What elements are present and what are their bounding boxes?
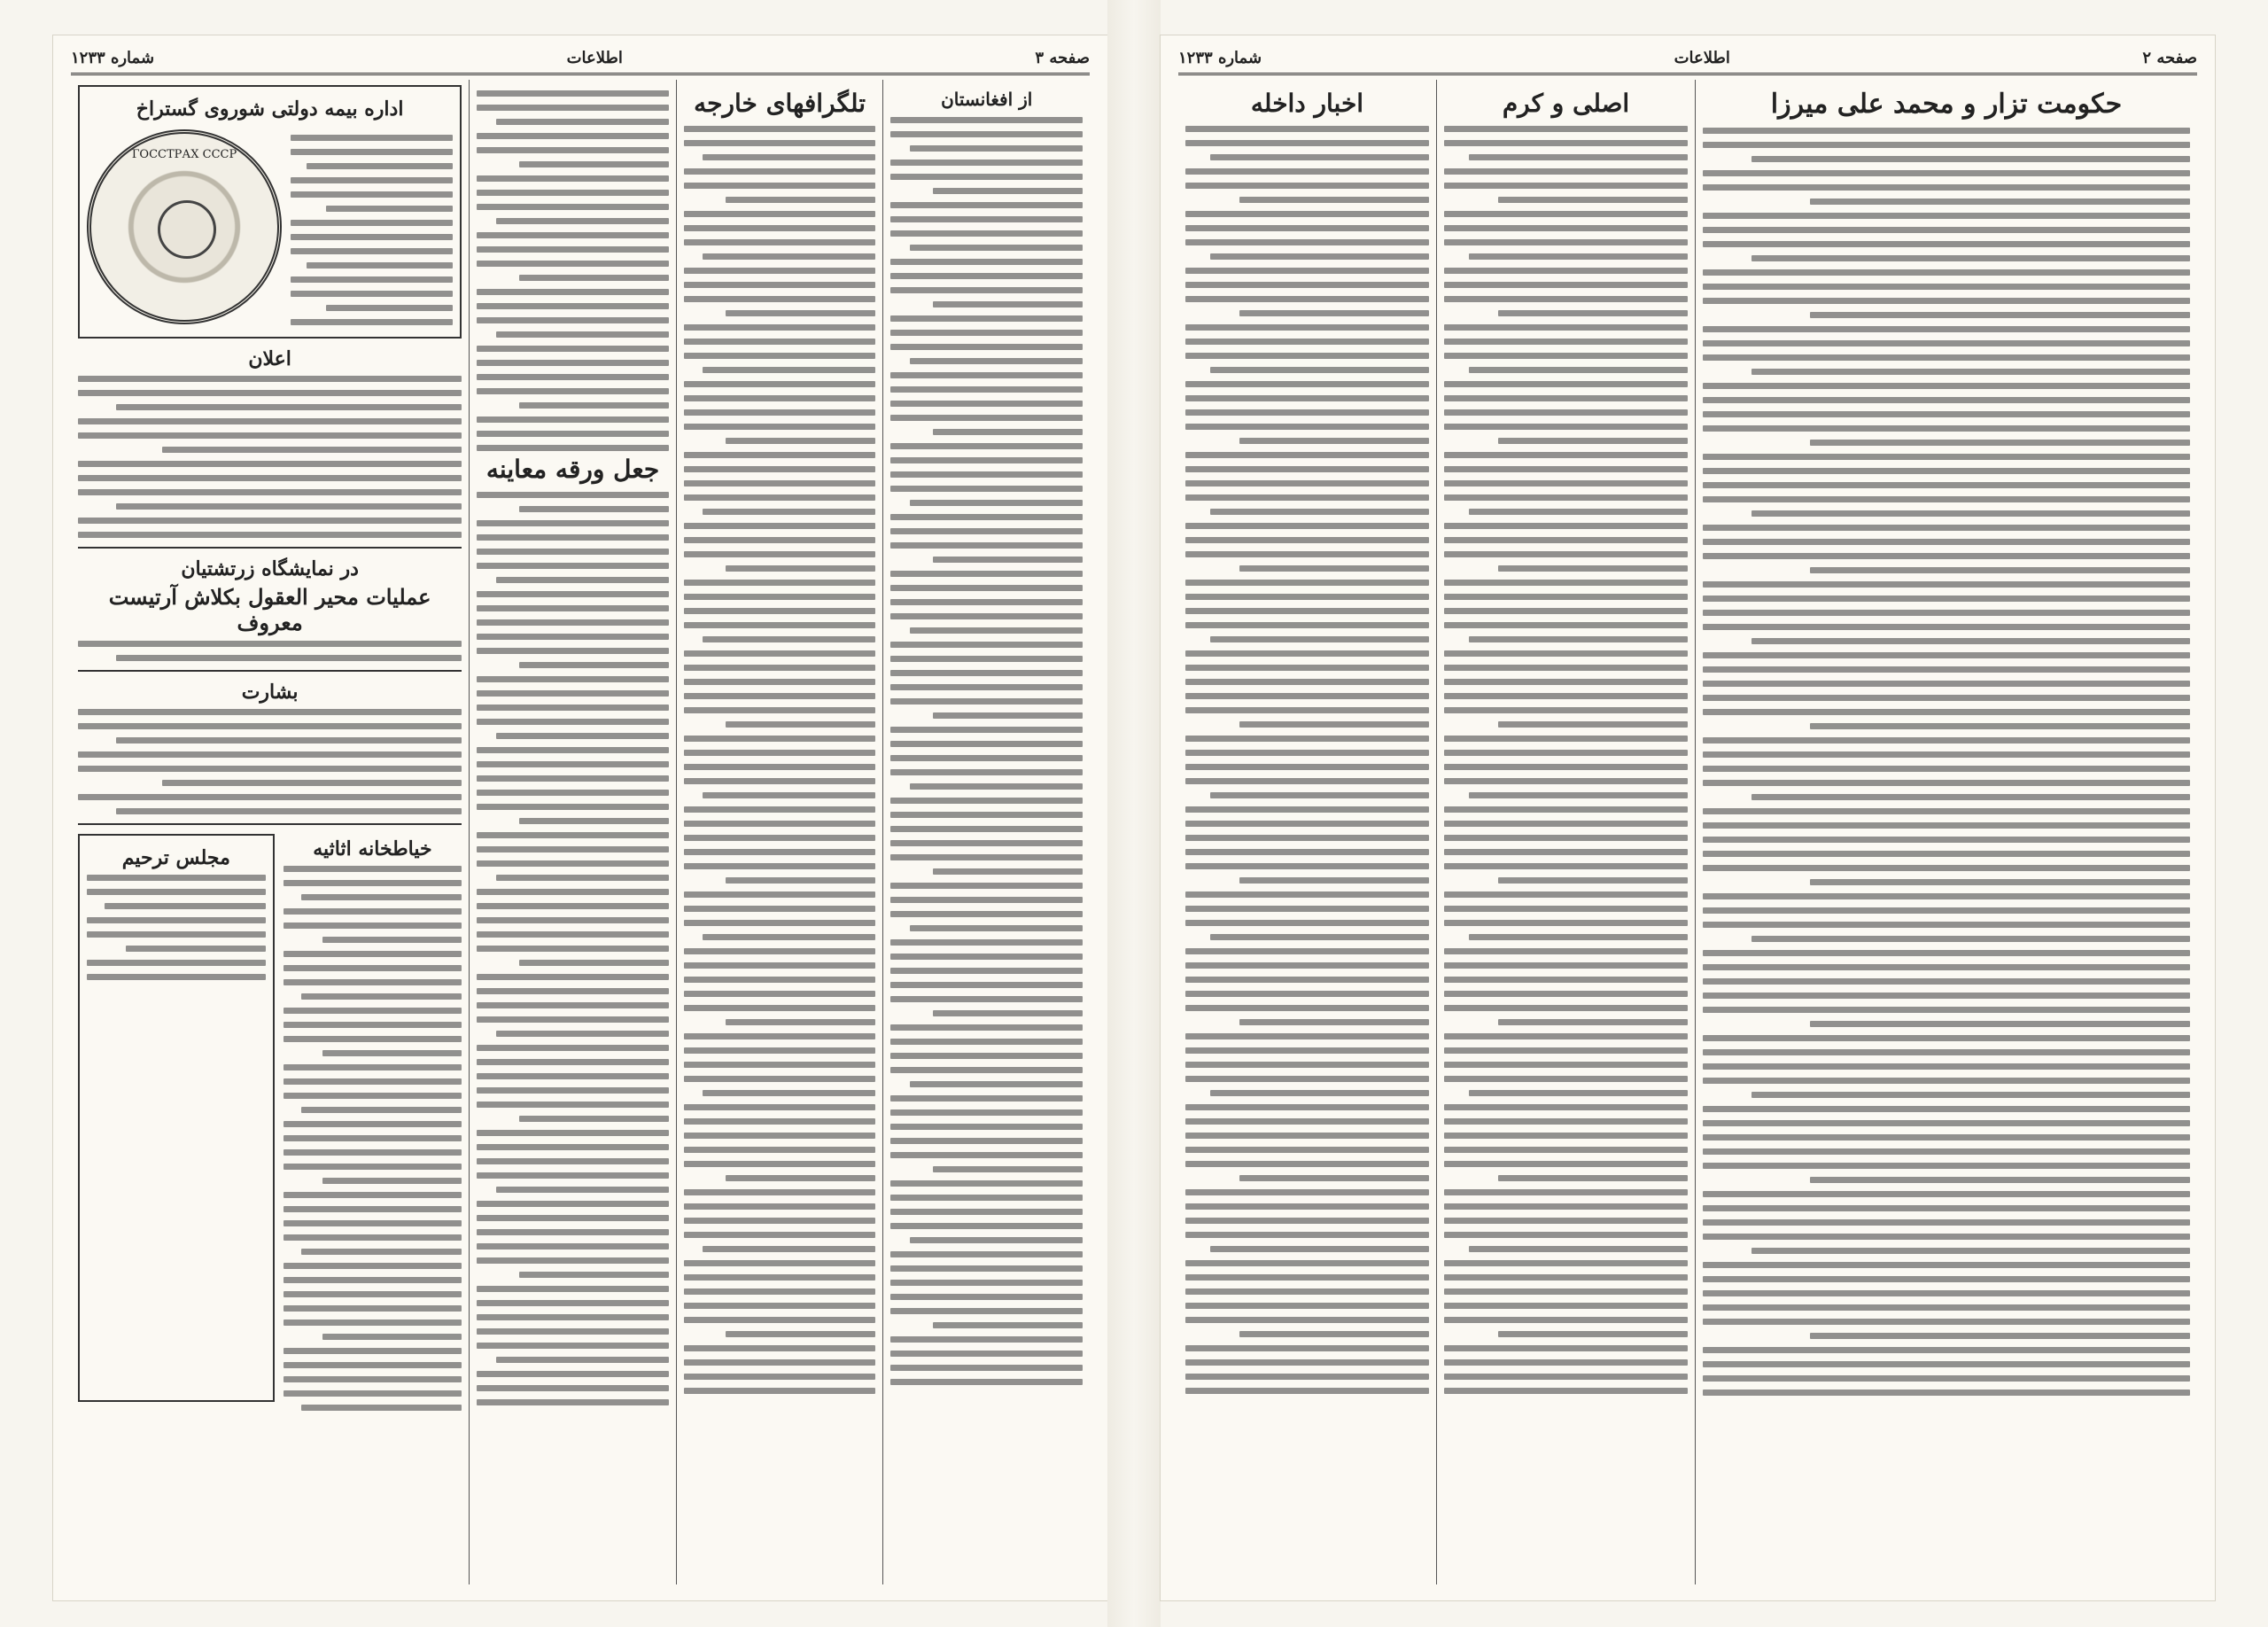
seal-label: ГОССТРАХ СССР xyxy=(131,148,237,161)
notice-title: اعلان xyxy=(248,347,291,370)
left-page-columns xyxy=(71,80,1090,1584)
assembly-title: مجلس ترحیم xyxy=(121,846,230,869)
foreign-telegrams-headline: تلگرافهای خارجه xyxy=(694,89,866,118)
domestic-news-headline: اخبار داخله xyxy=(1250,89,1364,118)
binding-gutter xyxy=(1107,0,1161,1627)
column-origin xyxy=(1436,80,1695,1584)
assembly-ad xyxy=(78,834,275,1402)
forgery-text-block xyxy=(477,492,669,1405)
tailor-ad xyxy=(284,834,462,1411)
forgery-headline: جعل ورقه معاینه xyxy=(485,455,660,484)
main-story-text xyxy=(1703,128,2190,1396)
exhibit-title: در نمایشگاه زرتشتیان xyxy=(181,557,359,580)
column-forgery xyxy=(469,80,676,1584)
left-header-masthead: اطلاعات xyxy=(566,48,623,67)
announce-title: بشارت xyxy=(241,681,299,704)
right-page-header xyxy=(1178,43,2197,75)
column-main-story xyxy=(1695,80,2197,1584)
origin-text xyxy=(1444,126,1688,1394)
announce-text xyxy=(78,709,462,814)
left-page-header xyxy=(71,43,1090,75)
column-advertisements xyxy=(71,80,469,1584)
left-header-issue: شماره ۱۲۳۳ xyxy=(71,48,155,67)
notice-text xyxy=(78,376,462,538)
insurance-ad-text xyxy=(291,135,453,325)
domestic-news-text xyxy=(1185,126,1429,1394)
tailor-title: خیاطخانه اثاثیه xyxy=(313,837,432,860)
column-foreign-telegrams xyxy=(676,80,883,1584)
afghan-text-block xyxy=(890,117,1083,1385)
right-page xyxy=(1161,35,2215,1600)
exhibit-headline: عملیات محیر العقول بکلاش آرتیست معروف xyxy=(108,584,431,635)
forgery-lead-text xyxy=(477,90,669,451)
origin-headline: اصلی و کرم xyxy=(1502,89,1630,118)
right-header-masthead: اطلاعات xyxy=(1674,48,1730,67)
main-story-headline: حکومت تزار و محمد علی میرزا xyxy=(1770,89,2123,120)
gosstrakh-seal-icon xyxy=(87,129,282,324)
left-header-page-number: صفحه ۳ xyxy=(1035,48,1090,67)
column-domestic-news xyxy=(1178,80,1436,1584)
column-afghan xyxy=(882,80,1090,1584)
right-header-issue: شماره ۱۲۳۳ xyxy=(1178,48,1262,67)
left-page xyxy=(53,35,1107,1600)
telegrams-text-block xyxy=(684,126,876,1394)
exhibit-text xyxy=(78,641,462,661)
insurance-ad-title: اداره بیمه دولتی شوروی گستراخ xyxy=(136,97,404,121)
afghan-headline: از افغانستان xyxy=(941,89,1033,110)
right-page-columns xyxy=(1178,80,2197,1584)
right-header-page-number: صفحه ۲ xyxy=(2142,48,2197,67)
insurance-ad xyxy=(78,85,462,339)
